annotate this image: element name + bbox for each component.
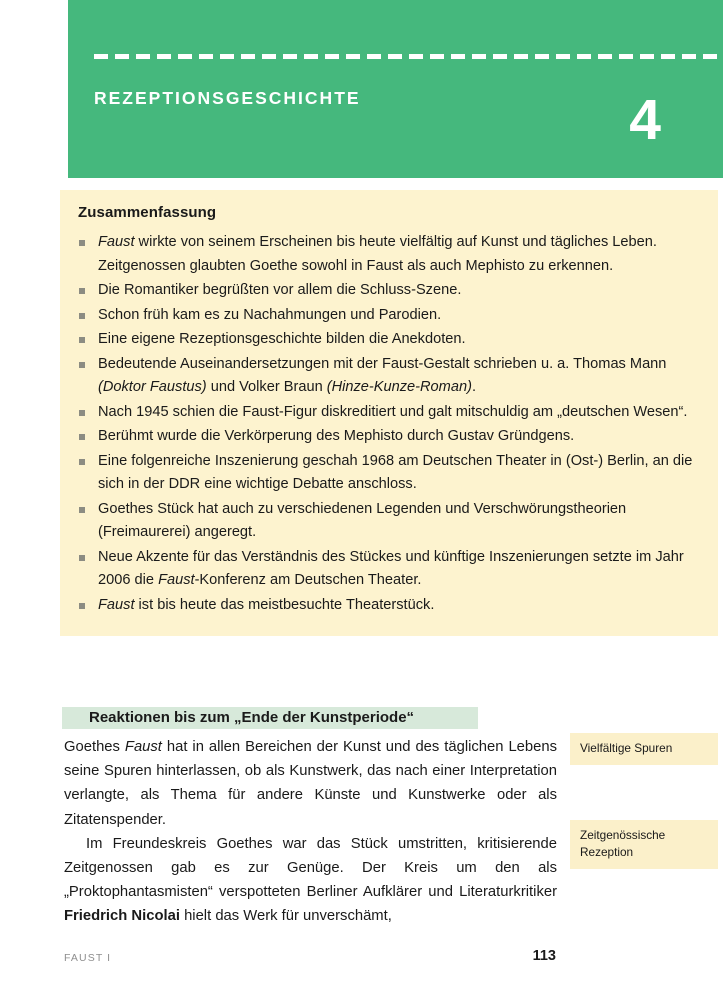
- dashed-rule-decoration: [94, 54, 723, 59]
- text-segment: Im Freundeskreis Goethes war das Stück umstritten, kritisierende Zeitgenossen gab es zur Genüge. Der Kreis um den als „Proktophantasmisten“ verspotteten Berliner Aufklärer und Literaturkritiker: [64, 835, 557, 901]
- text-segment: .: [471, 379, 476, 395]
- summary-bullet-item: [74, 231, 696, 278]
- summary-bullet-item: [74, 279, 696, 303]
- text-segment: -Konferenz am Deutschen Theater.: [194, 572, 422, 588]
- text-segment: Neue Akzente für das Verständnis des Stückes und künftige Inszenierungen setzte im Jahr 2006 die: [98, 548, 684, 588]
- chapter-header-band: [68, 0, 723, 178]
- footer-page-number: 113: [532, 948, 556, 964]
- section-heading-band: [62, 707, 478, 729]
- text-segment: ist bis heute das meistbesuchte Theaterstück.: [134, 596, 435, 613]
- summary-bullet-item: [74, 425, 696, 449]
- text-segment: Nach 1945 schien die Faust-Figur diskreditiert und galt mitschuldig am „deutschen Wesen“.: [98, 403, 688, 420]
- text-segment: Faust: [98, 234, 135, 250]
- text-segment: Bedeutende Auseinandersetzungen mit der Faust-Gestalt schrieben u. a. Thomas Mann: [98, 355, 667, 372]
- summary-bullet-item: [74, 498, 696, 545]
- text-segment: Goethes: [64, 739, 125, 755]
- text-segment: (Hinze-Kunze-Roman): [326, 379, 472, 395]
- text-segment: Eine eigene Rezeptionsgeschichte bilden die Anekdoten.: [98, 331, 466, 347]
- text-segment: Faust: [98, 596, 135, 613]
- square-bullet-icon: [79, 555, 85, 561]
- text-segment: hat in allen Bereichen der Kunst und des täglichen Lebens seine Spuren hinterlassen, ob als Kunstwerk, das nach einer Interpretation verlangte, als Thema für andere Künste und Kunstwerke oder als Zitatenspender.: [64, 739, 557, 828]
- summary-title: Zusammenfassung: [78, 204, 217, 221]
- square-bullet-icon: [79, 434, 85, 440]
- body-paragraph: [64, 735, 557, 832]
- body-text-column: [64, 735, 557, 929]
- summary-bullet-list: [74, 231, 696, 617]
- text-segment: (Doktor Faustus): [98, 379, 207, 395]
- text-segment: Faust: [124, 739, 162, 755]
- section-heading-text: Reaktionen bis zum „Ende der Kunstperiode“: [89, 709, 415, 726]
- square-bullet-icon: [79, 288, 85, 294]
- text-segment: Die Romantiker begrüßten vor allem die Schluss-Szene.: [98, 282, 462, 298]
- margin-note-zeitgenoessische-rezeption: Zeitgenössische Rezeption: [570, 820, 718, 869]
- text-segment: Faust: [158, 572, 195, 588]
- text-segment: Berühmt wurde die Verkörperung des Mephisto durch Gustav Gründgens.: [98, 428, 575, 444]
- square-bullet-icon: [79, 603, 85, 609]
- square-bullet-icon: [79, 507, 85, 513]
- text-segment: wirkte von seinem Erscheinen bis heute vielfältig auf Kunst und tägliches Leben. Zeitgenossen glaubten Goethe sowohl in Faust als auch Mephisto zu erkennen.: [98, 234, 657, 274]
- summary-bullet-item: [74, 328, 696, 352]
- summary-bullet-item: [74, 594, 696, 618]
- text-segment: Goethes Stück hat auch zu verschiedenen Legenden und Verschwörungstheorien (Freimaurerei) angeregt.: [98, 500, 627, 540]
- summary-bullet-item: [74, 353, 696, 400]
- chapter-title: REZEPTIONSGESCHICHTE: [94, 88, 361, 108]
- summary-box: [60, 190, 718, 636]
- summary-bullet-item: [74, 546, 696, 593]
- square-bullet-icon: [79, 362, 85, 368]
- footer-book-title: FAUST I: [64, 952, 112, 964]
- text-segment: Eine folgenreiche Inszenierung geschah 1968 am Deutschen Theater in (Ost-) Berlin, an die sich in der DDR eine wichtige Debatte anschloss.: [98, 452, 693, 492]
- text-segment: und Volker Braun: [206, 379, 327, 395]
- body-paragraph: [64, 832, 557, 929]
- square-bullet-icon: [79, 410, 85, 416]
- summary-bullet-item: [74, 450, 696, 497]
- chapter-number: 4: [629, 88, 661, 152]
- square-bullet-icon: [79, 337, 85, 343]
- square-bullet-icon: [79, 459, 85, 465]
- text-segment: Schon früh kam es zu Nachahmungen und Parodien.: [98, 306, 442, 323]
- summary-bullet-item: [74, 304, 696, 328]
- summary-bullet-item: [74, 401, 696, 425]
- square-bullet-icon: [79, 313, 85, 319]
- text-segment: Friedrich Nicolai: [64, 908, 180, 925]
- margin-note-vielfaeltige-spuren: Vielfältige Spuren: [570, 733, 718, 765]
- square-bullet-icon: [79, 240, 85, 246]
- text-segment: hielt das Werk für unverschämt,: [179, 908, 392, 925]
